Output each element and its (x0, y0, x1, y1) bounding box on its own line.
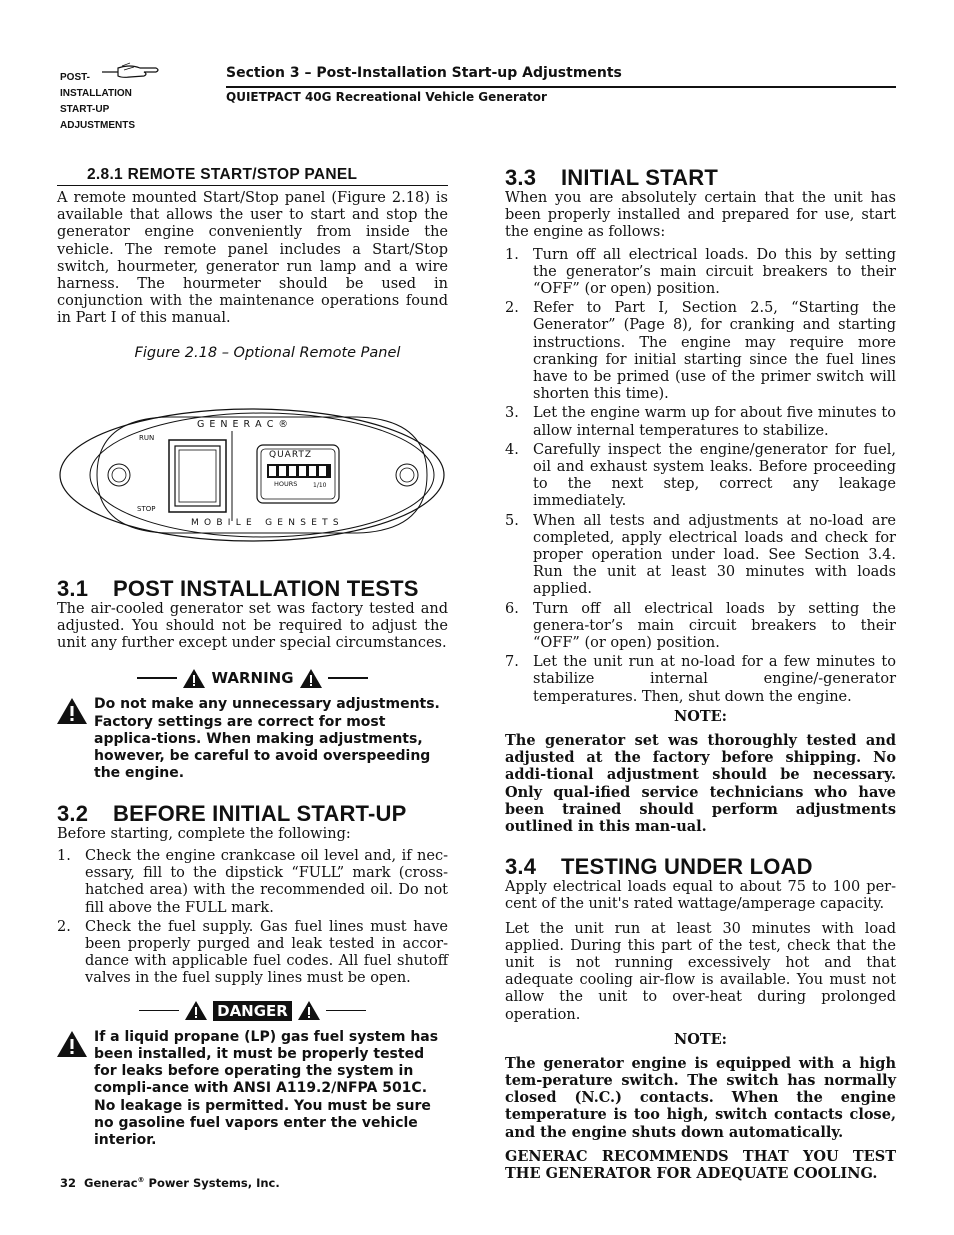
list-item: 5. When all tests and adjustments at no-load are completed, apply electrical loads and check for proper operation under load. See Section 3.4. Run the unit at least 30 minutes with loads applied. (505, 512, 896, 598)
stop-label: STOP (137, 504, 156, 513)
section-title: BEFORE INITIAL START-UP (113, 800, 407, 826)
warning-triangle-icon (57, 698, 87, 724)
section-3-2-intro: Before starting, complete the following: (57, 825, 351, 842)
section-3-4-heading (505, 855, 896, 879)
registered-mark: ® (137, 1176, 145, 1185)
pointing-hand-icon (100, 62, 162, 82)
danger-text: If a liquid propane (LP) gas fuel system has been installed, it must be properly tested for leaks before operating the system in compli-ance with ANSI A119.2/NFPA 501C. No leakage is permitted. You must be sure no gasoline fuel vapors enter the vehicle interior. (94, 1028, 439, 1149)
section-title: POST INSTALLATION TESTS (113, 575, 419, 601)
initial-start-steps (505, 247, 896, 706)
remote-panel-figure (57, 391, 448, 563)
section-3-3-intro: When you are absolutely certain that the unit has been properly installed and prepared for use, start the engine as follows: (505, 190, 896, 241)
remote-panel-heading: 2.8.1 REMOTE START/STOP PANEL (57, 166, 448, 186)
company-suffix: Power Systems, Inc. (144, 1176, 280, 1190)
list-item: 3. Let the engine warm up for about five minutes to allow internal temperatures to stabilize. (505, 405, 896, 439)
list-item: 7. Let the unit run at no-load for a few minutes to stabilize internal engine/-generator temperatures. Then, shut down the engine. (505, 654, 896, 705)
section-3-1-body: The air-cooled generator set was factory tested and adjusted. You should not be required to adjust the unit any further except under special circumstances. (57, 600, 448, 652)
pre-start-steps (57, 848, 448, 988)
note-heading: NOTE: (673, 1030, 728, 1048)
section-3-4-p2: Let the unit run at least 30 minutes with load applied. During this part of the test, check that the unit is not running excessively hot and that adequate cooling air-flow is available. You must not allow the unit to over-heat during prolonged operation. (505, 920, 896, 1023)
warning-triangle-icon (183, 669, 205, 688)
page-number: 32 (60, 1176, 77, 1190)
danger-banner (57, 999, 448, 1023)
danger-text-block (57, 1029, 448, 1150)
warning-text: Do not make any unnecessary adjustments. Factory settings are correct for most applica-tions. When making adjustments, however, be careful to avoid overspeeding the engine. (94, 696, 440, 782)
warning-banner (57, 666, 448, 690)
list-item: 6. Turn off all electrical loads by setting the genera-tor’s main circuit breakers to their “OFF” (or open) position. (505, 600, 896, 652)
remote-panel-drawing (57, 391, 448, 563)
warning-text-block (57, 696, 448, 782)
section-number: 3.3 (505, 165, 537, 190)
hourmeter-label: QUARTZ (269, 449, 313, 460)
model-title: QUIETPACT 40G Recreational Vehicle Generator (226, 90, 547, 104)
danger-triangle-icon (298, 1001, 320, 1020)
section-3-1-heading (57, 577, 448, 601)
remote-panel-body: A remote mounted Start/Stop panel (Figure 2.18) is available that allows the user to start and stop the generator engine conveniently from inside the vehicle. The remote panel includes a Start/Stop switch, hourmeter, generator run lamp and a wire harness. The hourmeter should be used in conjunction with the maintenance operations found in Part I of this manual. (57, 190, 448, 327)
page-footer (60, 1176, 280, 1190)
company-name: Generac (84, 1176, 138, 1190)
note-text: The generator set was thoroughly tested and adjusted at the factory before shipping. No addi-tional adjustment should be necessary. Only qual-ified service technicians who have been trained should perform adjustments outlined in this man-ual. (505, 731, 896, 835)
warning-triangle-icon (300, 669, 322, 688)
hours-label: HOURS (274, 479, 298, 488)
danger-triangle-icon (57, 1031, 87, 1057)
note-text: The generator engine is equipped with a high tem-perature switch. The switch has normally closed (N.C.) contacts. When the engine temperature is too high, switch contacts close, and the engine shuts down automatically. (505, 1054, 896, 1141)
brand-label: G E N E R A C ® (197, 418, 289, 430)
section-title: TESTING UNDER LOAD (561, 854, 813, 880)
section-title: Section 3 – Post-Installation Start-up Adjustments (226, 65, 622, 81)
list-item: 1. Check the engine crankcase oil level and, if nec-essary, fill to the dipstick “FULL” mark (cross-hatched area) with the recommended oil. Do not fill above the FULL mark. (57, 847, 448, 916)
section-title: INITIAL START (561, 165, 718, 190)
left-column (57, 166, 448, 1150)
warning-label: WARNING (211, 669, 294, 688)
mobile-gensets-label: M O B I L E G E N S E T S (191, 517, 340, 528)
side-tab-line: POST- (60, 72, 91, 83)
side-tab-line: ADJUSTMENTS (60, 120, 136, 131)
list-item: 4. Carefully inspect the engine/generator for fuel, oil and exhaust system leaks. Before proceeding to the next step, correct any leakage immediately. (505, 441, 896, 510)
side-tab-line: INSTALLATION (60, 88, 132, 99)
header-rule (226, 86, 896, 88)
recommendation-text: GENERAC RECOMMENDS THAT YOU TEST THE GENERATOR FOR ADEQUATE COOLING. (505, 1147, 896, 1182)
list-item: 1. Turn off all electrical loads. Do this by setting the generator’s main circuit breakers to their “OFF” (or open) position. (505, 246, 896, 298)
side-tab-line: START-UP (60, 104, 110, 115)
section-3-3-heading (505, 166, 896, 190)
section-number: 3.1 (57, 575, 89, 601)
section-3-2-heading (57, 802, 448, 826)
list-item: 2. Check the fuel supply. Gas fuel lines must have been properly purged and leak tested in accor-dance with applicable fuel codes. All fuel shutoff valves in the fuel supply lines must be open. (57, 918, 448, 987)
section-number: 3.4 (505, 854, 537, 880)
danger-label: DANGER (213, 1001, 292, 1021)
figure-caption: Figure 2.18 – Optional Remote Panel (134, 344, 401, 361)
section-3-4-p1: Apply electrical loads equal to about 75 to 100 per-cent of the unit's rated wattage/amperage capacity. (505, 879, 896, 913)
tenths-label: 1/10 (313, 481, 327, 489)
right-column (505, 166, 896, 1182)
section-number: 3.2 (57, 800, 89, 826)
danger-triangle-icon (185, 1001, 207, 1020)
list-item: 2. Refer to Part I, Section 2.5, “Starting the Generator” (Page 8), for cranking and starting instructions. The engine may require more cranking for initial starting since the fuel lines have to be primed (use of the primer switch will shorten this time). (505, 300, 896, 403)
note-heading: NOTE: (673, 707, 728, 725)
run-label: RUN (139, 433, 155, 442)
